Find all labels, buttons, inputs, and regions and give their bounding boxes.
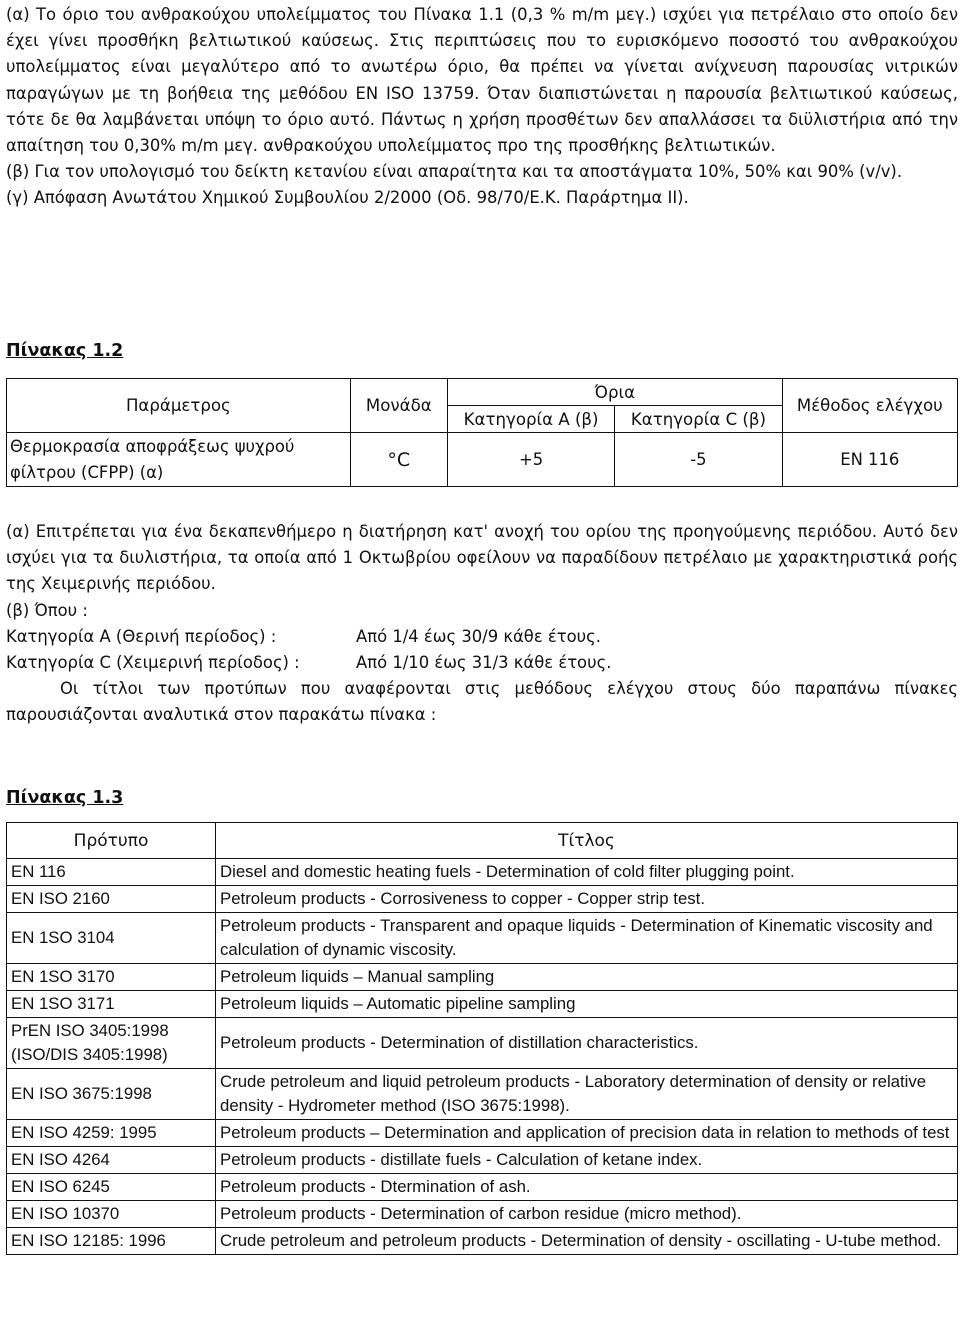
- category-c-line: [6, 650, 958, 676]
- table-row: [7, 913, 958, 964]
- title-cell: Petroleum products - Dtermination of ash.: [216, 1174, 958, 1201]
- table-row: [7, 1174, 958, 1201]
- table-1-3-body: [7, 859, 958, 1255]
- row-method: EN 116: [782, 433, 957, 487]
- note-2a: (α) Επιτρέπεται για ένα δεκαπενθήμερο η διατήρηση κατ' ανοχή του ορίου της προηγούμενης περιόδου. Αυτό δεν ισχύει για τα διυλιστήρια, τα οποία από 1 Οκτωβρίου οφείλουν να παραδίδουν πετρέλαιο με χαρακτηριστικά ροής της Χειμερινής περιόδου.: [6, 522, 958, 594]
- title-cell: Petroleum products - Corrosiveness to copper - Copper strip test.: [216, 886, 958, 913]
- category-a-label: Κατηγορία Α (Θερινή περίοδος) :: [6, 626, 277, 646]
- title-cell: Petroleum products – Determination and application of precision data in relation to methods of test: [216, 1120, 958, 1147]
- category-c-value: Από 1/10 έως 31/3 κάθε έτους.: [356, 653, 612, 673]
- title-cell: Crude petroleum and liquid petroleum products - Laboratory determination of density or relative density - Hydrometer method (ISO 3675:1998).: [216, 1069, 958, 1120]
- table-1-2-title: Πίνακας 1.2: [6, 341, 124, 361]
- table-row: [7, 991, 958, 1018]
- standard-cell: EN ISO 6245: [7, 1174, 216, 1201]
- table-1-3: [6, 822, 958, 1255]
- standard-cell: EN 1SO 3104: [7, 913, 216, 964]
- title-cell: Diesel and domestic heating fuels - Determination of cold filter plugging point.: [216, 859, 958, 886]
- title-cell: Petroleum products - distillate fuels - Calculation of ketane index.: [216, 1147, 958, 1174]
- standard-cell: PrEN ISO 3405:1998 (ISO/DIS 3405:1998): [7, 1018, 216, 1069]
- title-cell: Petroleum liquids – Manual sampling: [216, 964, 958, 991]
- header-title: Τίτλος: [216, 823, 958, 859]
- row-cat-c: -5: [615, 433, 782, 487]
- header-unit: Μονάδα: [350, 379, 447, 433]
- standard-cell: EN ISO 4264: [7, 1147, 216, 1174]
- table-1-1-notes: [6, 2, 958, 212]
- standard-cell: EN 1SO 3171: [7, 991, 216, 1018]
- note-c: (γ) Απόφαση Ανωτάτου Χημικού Συμβουλίου 2/2000 (Οδ. 98/70/Ε.Κ. Παράρτημα ΙΙ).: [6, 188, 689, 208]
- title-cell: Petroleum products - Determination of carbon residue (micro method).: [216, 1201, 958, 1228]
- note-2b-intro: (β) Όπου :: [6, 600, 88, 620]
- category-c-label: Κατηγορία C (Χειμερινή περίοδος) :: [6, 653, 300, 673]
- standard-cell: EN ISO 3675:1998: [7, 1069, 216, 1120]
- header-standard: Πρότυπο: [7, 823, 216, 859]
- table-row: [7, 1228, 958, 1255]
- table-row: [7, 1147, 958, 1174]
- table-row: [7, 1069, 958, 1120]
- title-cell: Petroleum products - Transparent and opaque liquids - Determination of Kinematic viscosity and calculation of dynamic viscosity.: [216, 913, 958, 964]
- row-unit: °C: [350, 433, 447, 487]
- standard-cell: EN ISO 12185: 1996: [7, 1228, 216, 1255]
- category-a-line: [6, 624, 958, 650]
- closing-text: Οι τίτλοι των προτύπων που αναφέρονται στις μεθόδους ελέγχου στους δύο παραπάνω πίνακες παρουσιάζονται αναλυτικά στον παρακάτω πίνακα :: [6, 679, 958, 725]
- table-1-2-notes: [6, 519, 958, 729]
- standard-cell: EN ISO 4259: 1995: [7, 1120, 216, 1147]
- standard-cell: EN ISO 2160: [7, 886, 216, 913]
- title-cell: Petroleum liquids – Automatic pipeline sampling: [216, 991, 958, 1018]
- table-1-2: [6, 378, 958, 487]
- table-row: [7, 886, 958, 913]
- table-row: [7, 1018, 958, 1069]
- header-limits: Όρια: [447, 379, 782, 406]
- header-parameter: Παράμετρος: [7, 379, 351, 433]
- row-parameter: Θερμοκρασία αποφράξεως ψυχρού φίλτρου (CFPP) (α): [7, 433, 351, 487]
- table-row: [7, 859, 958, 886]
- standard-cell: EN 1SO 3170: [7, 964, 216, 991]
- table-row: [7, 964, 958, 991]
- header-method: Μέθοδος ελέγχου: [782, 379, 957, 433]
- row-cat-a: +5: [447, 433, 614, 487]
- header-cat-c: Κατηγορία C (β): [615, 406, 782, 433]
- title-cell: Crude petroleum and petroleum products - Determination of density - oscillating - U-tube method.: [216, 1228, 958, 1255]
- table-row: [7, 1201, 958, 1228]
- header-cat-a: Κατηγορία Α (β): [447, 406, 614, 433]
- table-1-3-title: Πίνακας 1.3: [6, 788, 124, 808]
- category-a-value: Από 1/4 έως 30/9 κάθε έτους.: [356, 626, 601, 646]
- standard-cell: EN ISO 10370: [7, 1201, 216, 1228]
- title-cell: Petroleum products - Determination of distillation characteristics.: [216, 1018, 958, 1069]
- table-row: [7, 1120, 958, 1147]
- note-b: (β) Για τον υπολογισμό του δείκτη κετανίου είναι απαραίτητα και τα αποστάγματα 10%, 50% και 90% (v/v).: [6, 162, 903, 182]
- standard-cell: EN 116: [7, 859, 216, 886]
- note-a: (α) Το όριο του ανθρακούχου υπολείμματος του Πίνακα 1.1 (0,3 % m/m μεγ.) ισχύει για πετρέλαιο στο οποίο δεν έχει γίνει προσθήκη βελτιωτικού καύσεως. Στις περιπτώσεις που το ευρισκόμενο ποσοστό του ανθρακούχου υπολείμματος είναι μεγαλύτερο από το ανωτέρω όριο, θα πρέπει να γίνεται ανίχνευση παρουσίας νιτρικών παραγώγων με τη βοήθεια της μεθόδου EN ISO 13759. Όταν διαπιστώνεται η παρουσία βελτιωτικού καύσεως, τότε δε θα λαμβάνεται υπόψη το όριο αυτό. Πάντως η χρήση προσθέτων δεν απαλλάσσει τα διϋλιστήρια από την απαίτηση του 0,30% m/m μεγ. ανθρακούχου υπολείμματος προ της προσθήκης βελτιωτικών.: [6, 5, 958, 156]
